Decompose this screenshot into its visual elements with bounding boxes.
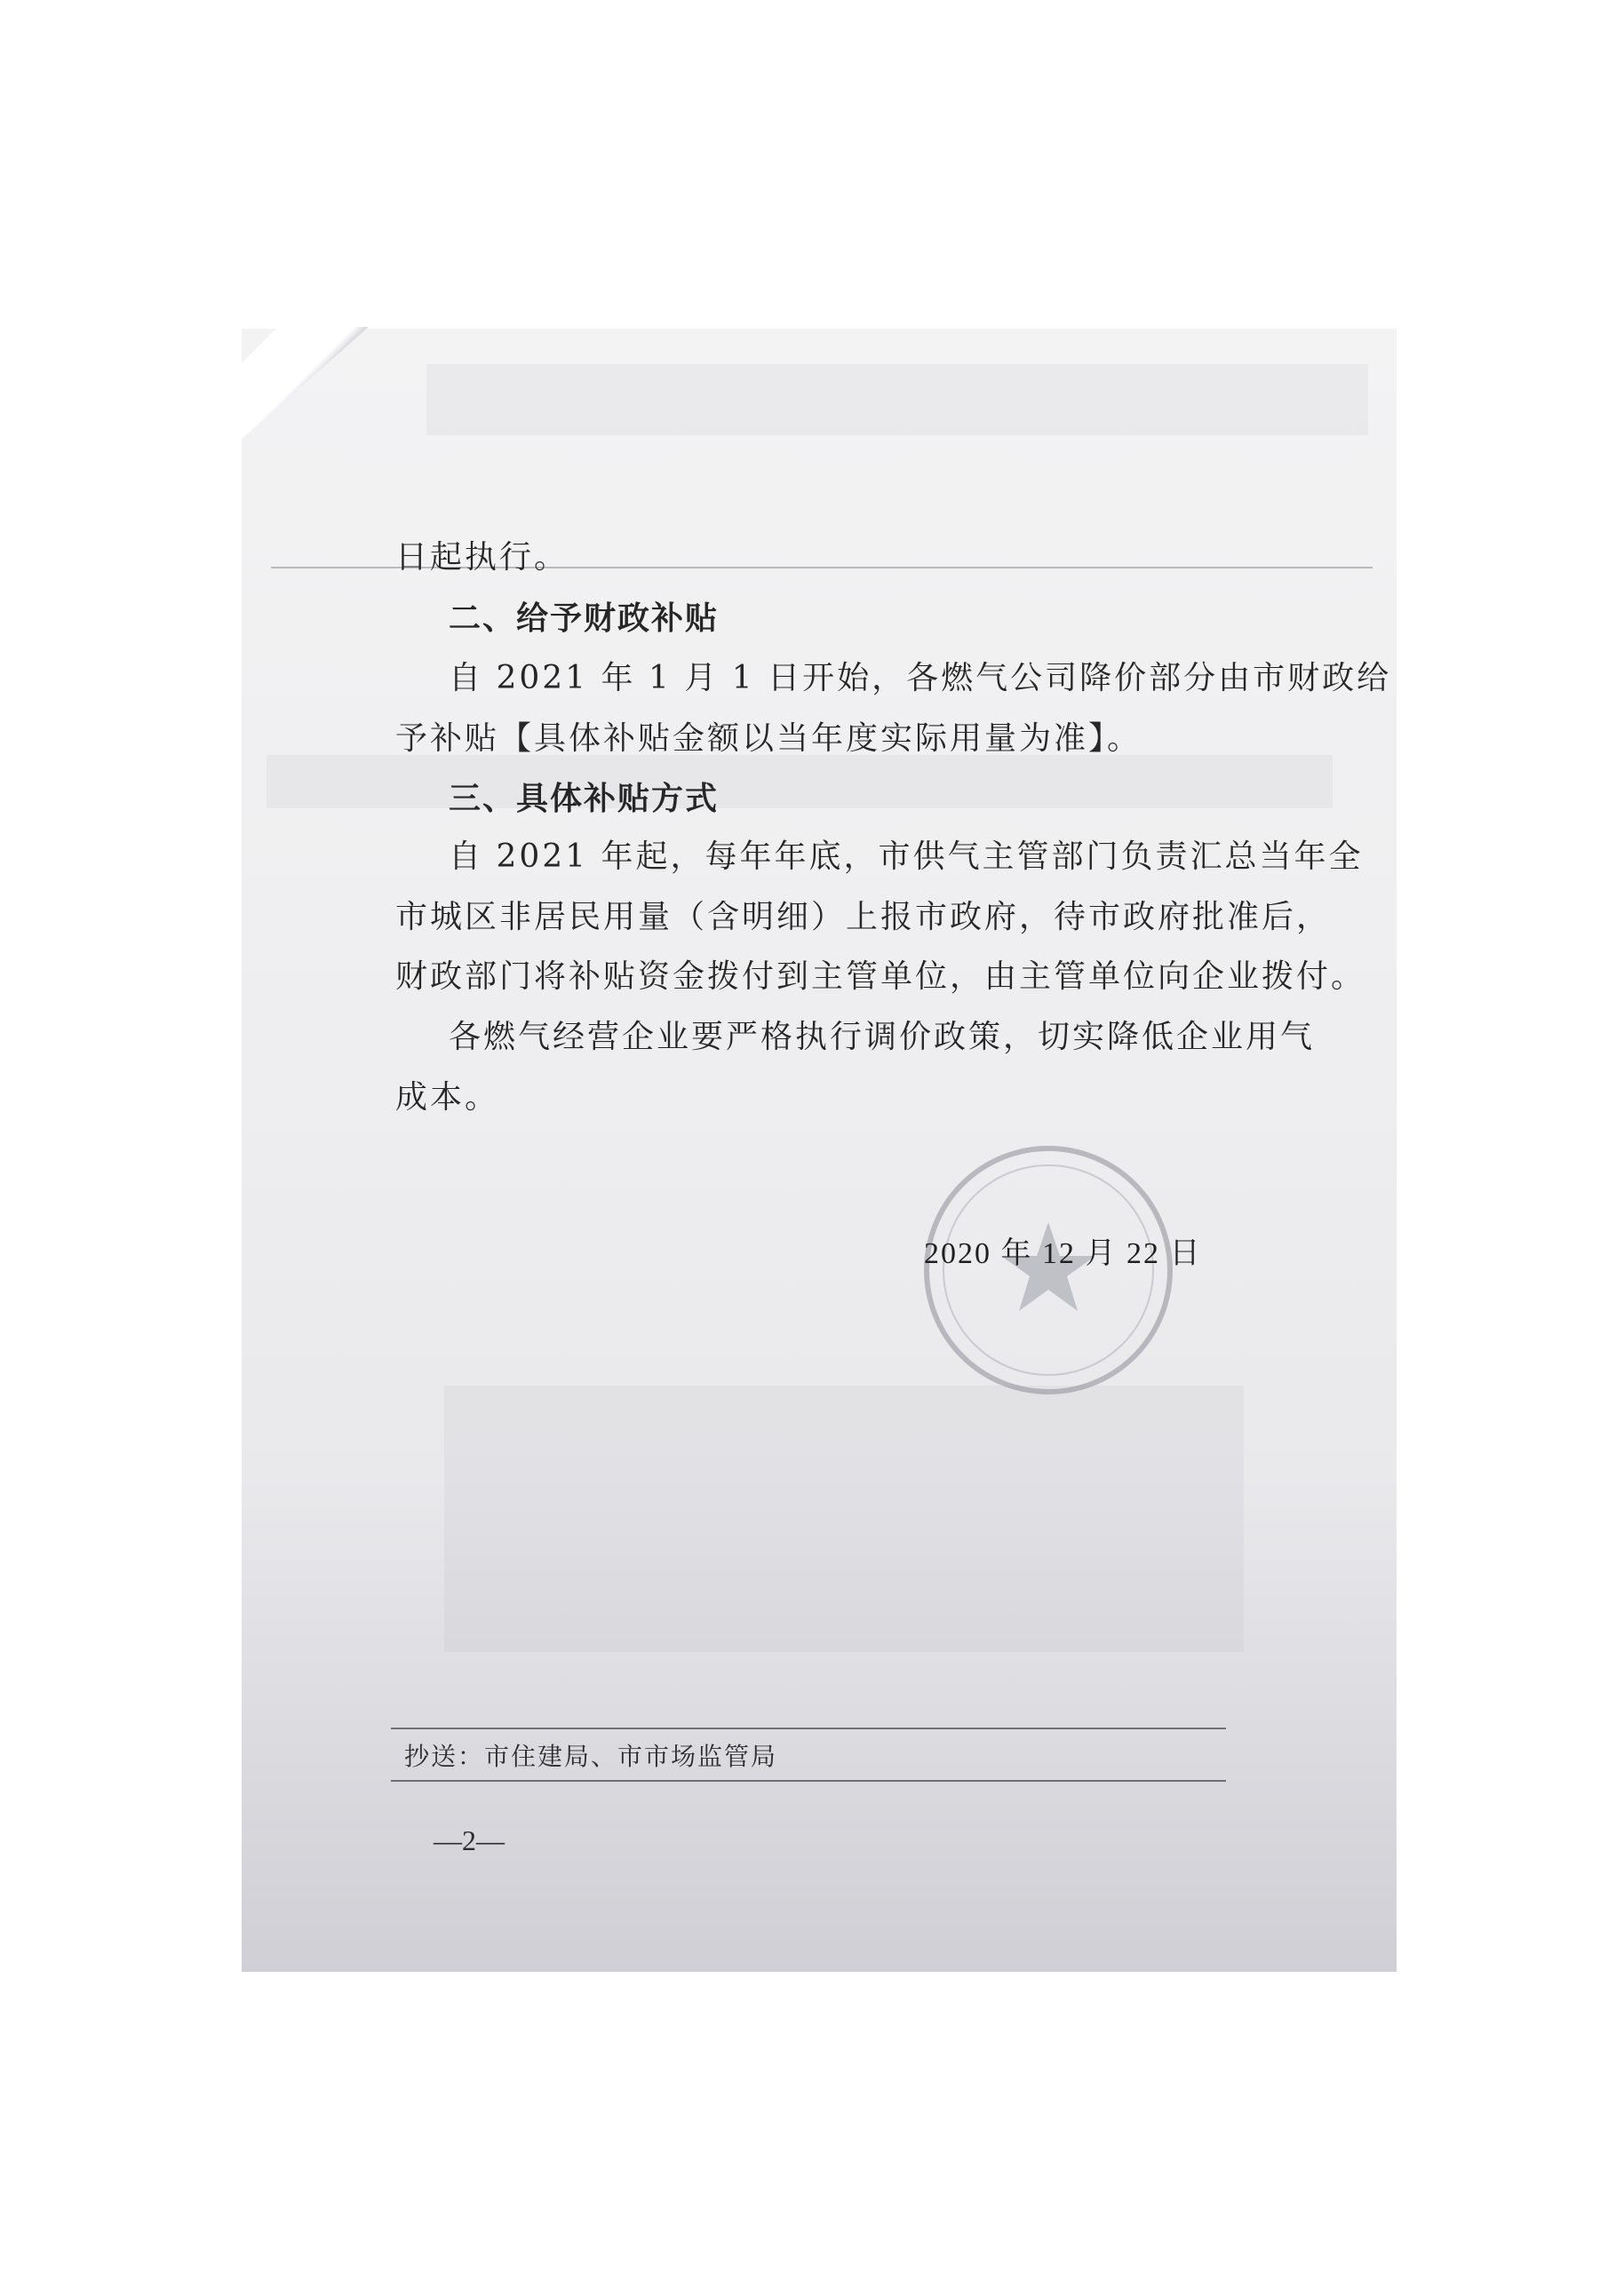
- paragraph-line: 自 2021 年起，每年年底，市供气主管部门负责汇总当年全: [449, 838, 1364, 875]
- bleed-through-band: [267, 755, 1333, 808]
- paragraph-line: 成本。: [395, 1079, 500, 1116]
- paragraph-line: 各燃气经营企业要严格执行调价政策，切实降低企业用气: [449, 1019, 1316, 1055]
- bleed-through-band: [426, 364, 1368, 435]
- paragraph-line: 财政部门将补贴资金拨付到主管单位，由主管单位向企业拨付。: [395, 958, 1366, 995]
- document-date: 2020 年 12 月 22 日: [924, 1237, 1202, 1270]
- section-heading-2: 二、给予财政补贴: [449, 600, 720, 637]
- bleed-through-band: [444, 1386, 1244, 1652]
- page-number: —2—: [434, 1824, 505, 1856]
- cc-top-rule: [391, 1728, 1226, 1729]
- paragraph-line: 日起执行。: [395, 539, 569, 576]
- section-heading-3: 三、具体补贴方式: [449, 781, 720, 817]
- cc-recipients: 抄送：市住建局、市市场监管局: [404, 1742, 778, 1771]
- paragraph-line: 自 2021 年 1 月 1 日开始，各燃气公司降价部分由市财政给: [449, 660, 1392, 696]
- paragraph-line: 予补贴【具体补贴金额以当年度实际用量为准】。: [395, 720, 1142, 757]
- paragraph-line: 市城区非居民用量（含明细）上报市政府，待市政府批准后，: [395, 899, 1332, 935]
- cc-bottom-rule: [391, 1780, 1226, 1782]
